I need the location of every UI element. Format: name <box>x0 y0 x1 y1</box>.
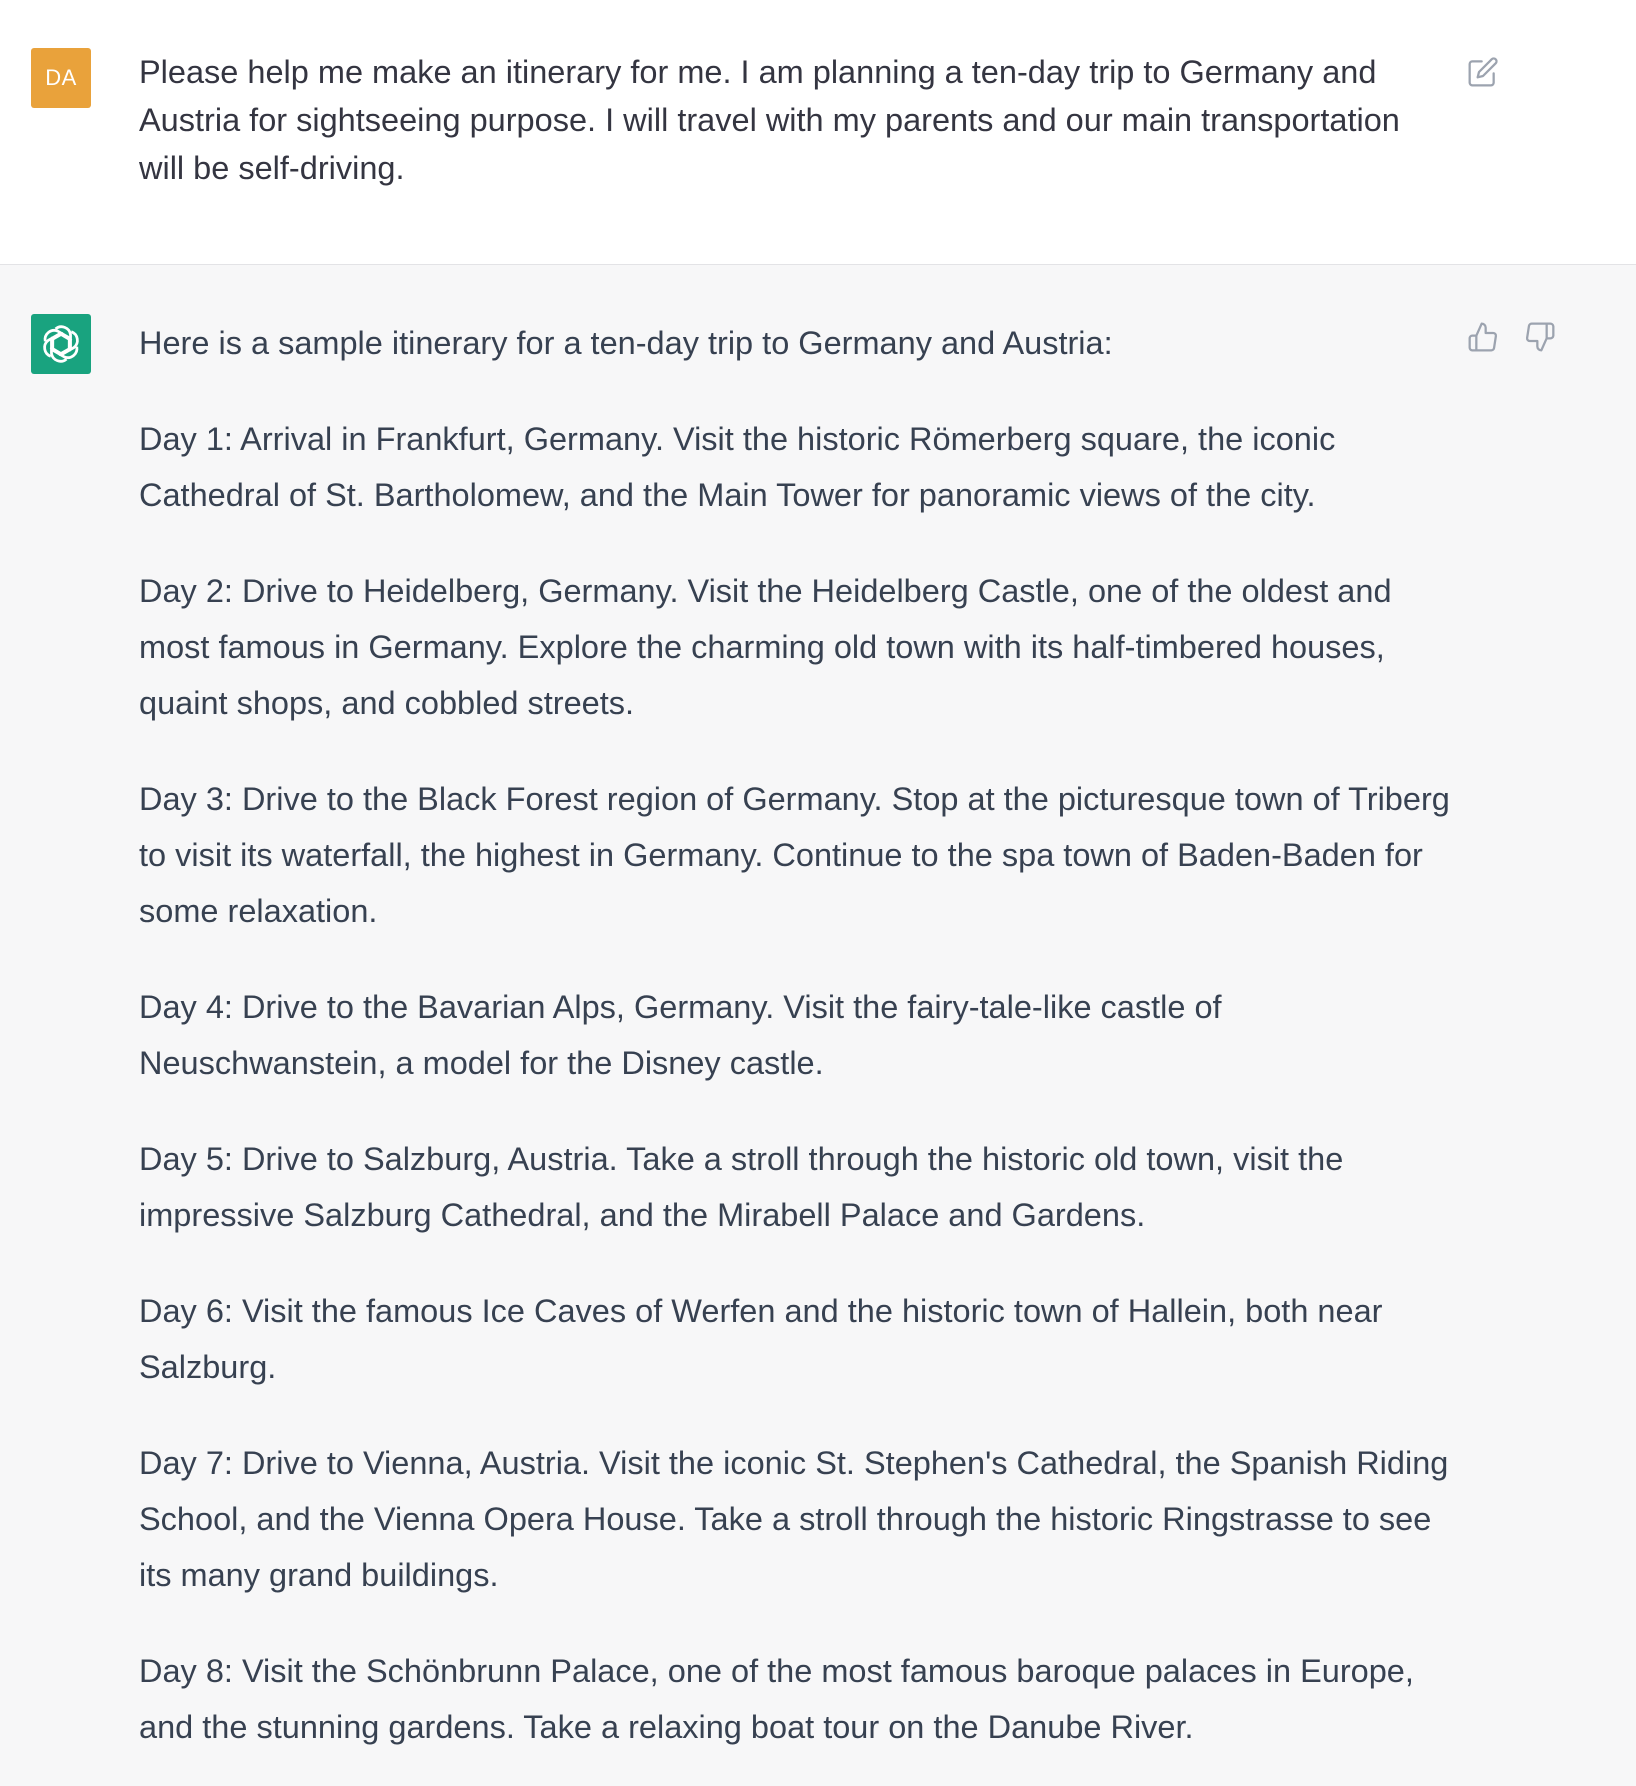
edit-pencil-icon <box>1467 56 1499 88</box>
user-avatar-initials: DA <box>45 65 77 90</box>
user-message <box>0 0 1636 265</box>
itinerary-day-7: Day 7: Drive to Vienna, Austria. Visit the iconic St. Stephen's Cathedral, the Spanish Riding School, and the Vienna Opera House. Take a stroll through the historic Ringstrasse to see its many grand buildings. <box>139 1445 1449 1593</box>
itinerary-day-2: Day 2: Drive to Heidelberg, Germany. Visit the Heidelberg Castle, one of the oldest and most famous in Germany. Explore the charming old town with its half-timbered houses, quaint shops, and cobbled streets. <box>139 573 1392 721</box>
itinerary-day-1: Day 1: Arrival in Frankfurt, Germany. Visit the historic Römerberg square, the iconic Cathedral of St. Bartholomew, and the Main Tower for panoramic views of the city. <box>139 421 1336 513</box>
assistant-message-body <box>139 315 1459 1755</box>
assistant-message <box>0 265 1636 1786</box>
thumbs-up-button[interactable] <box>1465 319 1501 355</box>
itinerary-day-6: Day 6: Visit the famous Ice Caves of Werfen and the historic town of Hallein, both near Salzburg. <box>139 1293 1383 1385</box>
user-message-text: Please help me make an itinerary for me. I am planning a ten-day trip to Germany and Austria for sightseeing purpose. I will travel with my parents and our main transportation will be self-driving. <box>139 54 1400 186</box>
thumbs-up-icon <box>1467 321 1499 353</box>
edit-message-button[interactable] <box>1466 55 1500 89</box>
itinerary-day-4: Day 4: Drive to the Bavarian Alps, Germany. Visit the fairy-tale-like castle of Neuschwanstein, a model for the Disney castle. <box>139 989 1222 1081</box>
itinerary-day-5: Day 5: Drive to Salzburg, Austria. Take a stroll through the historic old town, visit the impressive Salzburg Cathedral, and the Mirabell Palace and Gardens. <box>139 1141 1344 1233</box>
user-avatar <box>31 48 91 108</box>
thumbs-down-button[interactable] <box>1522 319 1558 355</box>
itinerary-day-3: Day 3: Drive to the Black Forest region of Germany. Stop at the picturesque town of Triberg to visit its waterfall, the highest in Germany. Continue to the spa town of Baden-Baden for some relaxation. <box>139 781 1450 929</box>
thumbs-down-icon <box>1524 321 1556 353</box>
assistant-intro: Here is a sample itinerary for a ten-day trip to Germany and Austria: <box>139 325 1113 361</box>
itinerary-day-8: Day 8: Visit the Schönbrunn Palace, one of the most famous baroque palaces in Europe, and the stunning gardens. Take a relaxing boat tour on the Danube River. <box>139 1653 1414 1745</box>
assistant-avatar <box>31 314 91 374</box>
openai-logo-icon <box>39 322 83 366</box>
